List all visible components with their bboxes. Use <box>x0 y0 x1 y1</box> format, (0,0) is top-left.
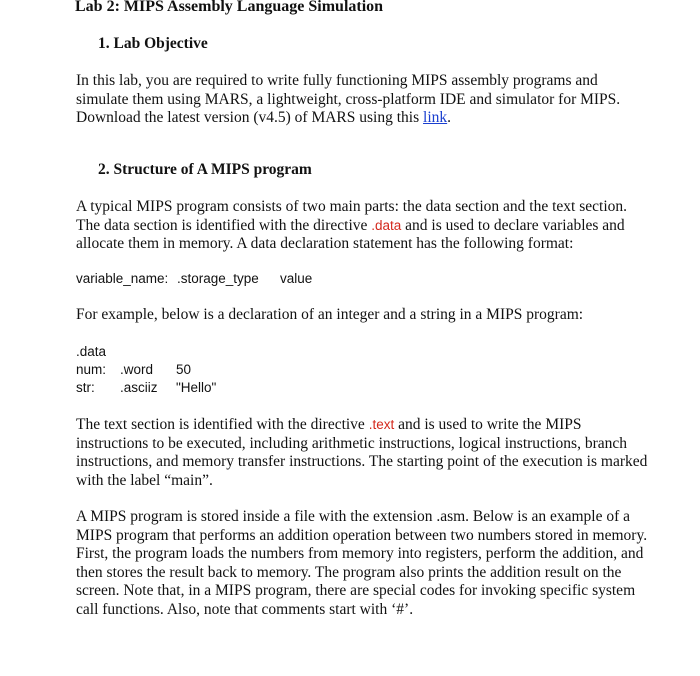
example-intro: For example, below is a declaration of an integer and a string in a MIPS program: <box>76 306 584 323</box>
structure-text-a: A typical MIPS program consists of two main parts: the data section and the text section. The data section is identified with the directive <box>76 198 628 234</box>
code-type: .asciiz <box>120 380 158 395</box>
structure-paragraph <box>76 198 651 254</box>
code-label: num: <box>76 362 107 377</box>
format-type: .storage_type <box>177 271 259 286</box>
objective-text-end: . <box>447 109 452 126</box>
text-section-b: and is used to write the MIPS instructions to be executed, including arithmetic instructions, logical instructions, branch instructions, and memory transfer instructions. The starting point of the execution is marked with the label “main”. <box>76 416 648 489</box>
objective-paragraph <box>76 72 651 128</box>
text-section-paragraph <box>76 416 651 490</box>
format-value: value <box>280 271 313 286</box>
section-heading-objective: 1. Lab Objective <box>98 35 208 52</box>
code-value: "Hello" <box>176 380 217 395</box>
code-label: str: <box>76 380 95 395</box>
objective-text: In this lab, you are required to write fully functioning MIPS assembly programs and simulate them using MARS, a lightweight, cross-platform IDE and simulator for MIPS. Download the latest version (v4.5) of MARS using this <box>76 72 621 126</box>
code-type: .word <box>120 362 154 377</box>
structure-text-b: and is used to declare variables and allocate them in memory. A data declaration statement has the following format: <box>76 216 625 252</box>
data-directive-keyword: .data <box>371 217 402 233</box>
text-directive-keyword: .text <box>368 417 395 432</box>
format-name: variable_name: <box>76 271 169 286</box>
asm-file-paragraph: A MIPS program is stored inside a file with the extension .asm. Below is an example of a MIPS program that performs an addition operation between two numbers stored in memory. First, the program loads the numbers from memory into registers, perform the addition, and then stores the result back to memory. The program also prints the addition result on the screen. Note that, in a MIPS program, there are special codes for invoking specific system call functions. Also, note that comments start with ‘#’. <box>76 508 648 618</box>
code-value: 50 <box>176 362 192 377</box>
text-section-a: The text section is identified with the directive <box>76 416 369 433</box>
section-heading-structure: 2. Structure of A MIPS program <box>98 161 312 178</box>
page-title: Lab 2: MIPS Assembly Language Simulation <box>75 0 384 15</box>
mars-download-link[interactable]: link <box>423 109 448 126</box>
code-directive: .data <box>76 344 107 359</box>
